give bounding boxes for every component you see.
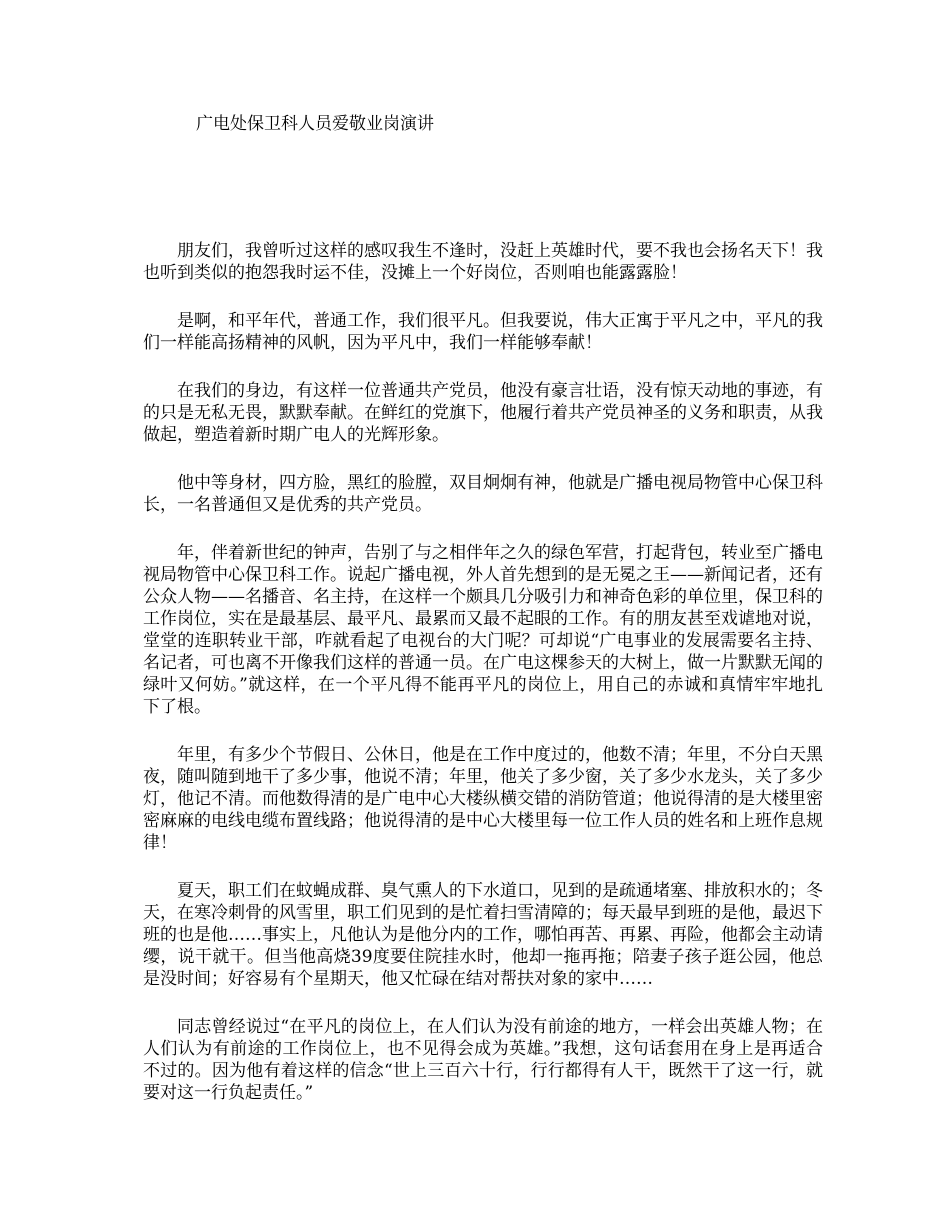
paragraph-3: 在我们的身边，有这样一位普通共产党员，他没有豪言壮语，没有惊天动地的事迹，有的只是无私无畏，默默奉献。在鲜红的党旗下，他履行着共产党员神圣的义务和职责，从我做起，塑造着新时期广电人的光辉形象。 [143,381,823,445]
paragraph-4: 他中等身材，四方脸，黑红的脸膛，双目炯炯有神，他就是广播电视局物管中心保卫科长，一名普通但又是优秀的共产党员。 [143,473,823,515]
document-title: 广电处保卫科人员爱敬业岗演讲 [196,114,434,134]
paragraph-8: 同志曾经说过“在平凡的岗位上，在人们认为没有前途的地方，一样会出英雄人物；在人们认为有前途的工作岗位上，也不见得会成为英雄。”我想，这句话套用在身上是再适合不过的。因为他有着这样的信念“世上三百六十行，行行都得有人干，既然干了这一行，就要对这一行负起责任。” [143,1017,823,1103]
paragraph-5: 年，伴着新世纪的钟声，告别了与之相伴年之久的绿色军营，打起背包，转业至广播电视局物管中心保卫科工作。说起广播电视，外人首先想到的是无冕之王——新闻记者，还有公众人物——名播音、名主持，在这样一个颇具几分吸引力和神奇色彩的单位里，保卫科的工作岗位，实在是最基层、最平凡、最累而又最不起眼的工作。有的朋友甚至戏谑地对说，堂堂的连职转业干部，咋就看起了电视台的大门呢？可却说“广电事业的发展需要名主持、名记者，可也离不开像我们这样的普通一员。在广电这棵参天的大树上，做一片默默无闻的绿叶又何妨。”就这样，在一个平凡得不能再平凡的岗位上，用自己的赤诚和真情牢牢地扎下了根。 [143,543,823,717]
document-body [143,240,823,1130]
paragraph-1: 朋友们，我曾听过这样的感叹我生不逢时，没赶上英雄时代，要不我也会扬名天下！我也听到类似的抱怨我时运不佳，没摊上一个好岗位，否则咱也能露露脸！ [143,241,823,283]
paragraph-7: 夏天，职工们在蚊蝇成群、臭气熏人的下水道口，见到的是疏通堵塞、排放积水的；冬天，在寒冷刺骨的风雪里，职工们见到的是忙着扫雪清障的；每天最早到班的是他，最迟下班的也是他……事实上，凡他认为是他分内的工作，哪怕再苦、再累、再险，他都会主动请缨，说干就干。但当他高烧39度要住院挂水时，他却一拖再拖；陪妻子孩子逛公园，他总是没时间；好容易有个星期天，他又忙碌在结对帮扶对象的家中…… [143,881,823,989]
paragraph-6: 年里，有多少个节假日、公休日，他是在工作中度过的，他数不清；年里，不分白天黑夜，随叫随到地干了多少事，他说不清；年里，他关了多少窗，关了多少水龙头，关了多少灯，他记不清。而他数得清的是广电中心大楼纵横交错的消防管道；他说得清的是大楼里密密麻麻的电线电缆布置线路；他说得清的是中心大楼里每一位工作人员的姓名和上班作息规律！ [143,745,823,853]
paragraph-2: 是啊，和平年代，普通工作，我们很平凡。但我要说，伟大正寓于平凡之中，平凡的我们一样能高扬精神的风帆，因为平凡中，我们一样能够奉献！ [143,311,823,353]
